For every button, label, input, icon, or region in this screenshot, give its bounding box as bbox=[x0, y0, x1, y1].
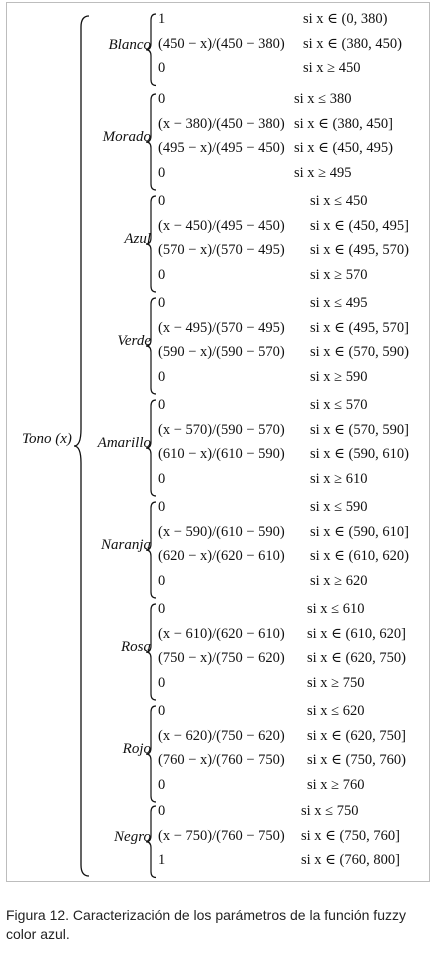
row-condition: si x ∈ (380, 450] bbox=[294, 115, 393, 132]
piecewise-row bbox=[7, 60, 434, 84]
piecewise-row bbox=[7, 36, 434, 60]
piecewise-row bbox=[7, 140, 434, 164]
piecewise-row bbox=[7, 242, 434, 266]
row-expression: 0 bbox=[158, 601, 166, 617]
piecewise-row bbox=[7, 295, 434, 319]
row-condition: si x ≤ 495 bbox=[310, 295, 368, 311]
row-condition: si x ≥ 450 bbox=[303, 60, 361, 76]
lhs-label: Tono (x) bbox=[22, 431, 72, 447]
row-condition: si x ∈ (620, 750] bbox=[307, 727, 406, 744]
row-expression: 0 bbox=[158, 470, 166, 487]
piecewise-row bbox=[7, 828, 434, 852]
row-condition: si x ∈ (380, 450) bbox=[303, 35, 402, 52]
row-expression: (x − 590)/(610 − 590) bbox=[158, 523, 285, 540]
row-expression: (495 − x)/(495 − 450) bbox=[158, 140, 285, 156]
row-expression: 0 bbox=[158, 266, 166, 283]
row-expression: (450 − x)/(450 − 380) bbox=[158, 35, 285, 52]
row-condition: si x ≤ 620 bbox=[307, 703, 365, 719]
row-expression: (590 − x)/(590 − 570) bbox=[158, 344, 285, 360]
row-expression: 0 bbox=[158, 776, 166, 793]
row-condition: si x ∈ (750, 760] bbox=[301, 827, 400, 844]
piecewise-row bbox=[7, 752, 434, 776]
row-condition: si x ≥ 590 bbox=[310, 368, 368, 385]
group-name: Rojo bbox=[122, 741, 151, 757]
row-expression: (x − 450)/(495 − 450) bbox=[158, 217, 285, 234]
row-expression: (760 − x)/(760 − 750) bbox=[158, 752, 285, 768]
row-expression: (x − 620)/(750 − 620) bbox=[158, 727, 285, 744]
piecewise-row bbox=[7, 675, 434, 699]
row-expression: 0 bbox=[158, 193, 166, 209]
row-expression: 0 bbox=[158, 295, 166, 311]
piecewise-row bbox=[7, 267, 434, 291]
piecewise-row bbox=[7, 11, 434, 35]
row-expression: 0 bbox=[158, 164, 166, 181]
row-expression: (750 − x)/(750 − 620) bbox=[158, 650, 285, 666]
piecewise-row bbox=[7, 650, 434, 674]
row-expression: 0 bbox=[158, 674, 166, 691]
piecewise-row bbox=[7, 218, 434, 242]
piecewise-row bbox=[7, 116, 434, 140]
group-name: Rosa bbox=[121, 639, 151, 655]
row-expression: (x − 380)/(450 − 380) bbox=[158, 115, 285, 132]
row-expression: (620 − x)/(620 − 610) bbox=[158, 548, 285, 564]
group-name: Negro bbox=[114, 828, 151, 845]
row-expression: 0 bbox=[158, 368, 166, 385]
row-condition: si x ∈ (590, 610) bbox=[310, 446, 409, 462]
row-expression: 1 bbox=[158, 852, 166, 868]
formula-figure bbox=[6, 2, 430, 882]
row-expression: (x − 750)/(760 − 750) bbox=[158, 827, 285, 844]
row-expression: (x − 495)/(570 − 495) bbox=[158, 319, 285, 336]
row-expression: 0 bbox=[158, 703, 166, 719]
piecewise-row bbox=[7, 471, 434, 495]
row-condition: si x ≥ 750 bbox=[307, 674, 365, 691]
group-name: Amarillo bbox=[97, 435, 151, 451]
group-name: Blanco bbox=[108, 36, 151, 53]
row-condition: si x ≥ 610 bbox=[310, 470, 368, 487]
row-expression: 0 bbox=[158, 803, 166, 819]
piecewise-row bbox=[7, 728, 434, 752]
piecewise-row bbox=[7, 193, 434, 217]
group-name: Naranja bbox=[100, 537, 151, 553]
piecewise-row bbox=[7, 165, 434, 189]
row-expression: 0 bbox=[158, 572, 166, 589]
row-condition: si x ∈ (760, 800] bbox=[301, 852, 400, 868]
group-name: Morado bbox=[102, 129, 151, 145]
piecewise-row bbox=[7, 803, 434, 827]
row-expression: (610 − x)/(610 − 590) bbox=[158, 446, 285, 462]
piecewise-row bbox=[7, 601, 434, 625]
row-condition: si x ∈ (570, 590) bbox=[310, 344, 409, 360]
row-condition: si x ≤ 570 bbox=[310, 397, 368, 413]
piecewise-row bbox=[7, 369, 434, 393]
piecewise-row bbox=[7, 524, 434, 548]
row-condition: si x ≥ 570 bbox=[310, 266, 368, 283]
row-condition: si x ≥ 760 bbox=[307, 776, 365, 793]
row-expression: 0 bbox=[158, 499, 166, 515]
row-expression: 0 bbox=[158, 91, 166, 107]
row-condition: si x ∈ (610, 620] bbox=[307, 625, 406, 642]
row-condition: si x ∈ (0, 380) bbox=[303, 11, 388, 27]
piecewise-row bbox=[7, 626, 434, 650]
piecewise-row bbox=[7, 91, 434, 115]
row-expression: 0 bbox=[158, 60, 166, 76]
row-condition: si x ∈ (495, 570] bbox=[310, 319, 409, 336]
piecewise-row bbox=[7, 573, 434, 597]
row-condition: si x ≥ 620 bbox=[310, 572, 368, 589]
row-condition: si x ∈ (450, 495] bbox=[310, 217, 409, 234]
row-condition: si x ≤ 750 bbox=[301, 803, 359, 819]
row-condition: si x ∈ (570, 590] bbox=[310, 421, 409, 438]
row-expression: 0 bbox=[158, 397, 166, 413]
row-condition: si x ∈ (450, 495) bbox=[294, 140, 393, 156]
row-condition: si x ∈ (610, 620) bbox=[310, 548, 409, 564]
piecewise-row bbox=[7, 446, 434, 470]
piecewise-row bbox=[7, 703, 434, 727]
piecewise-row bbox=[7, 548, 434, 572]
row-expression: (x − 610)/(620 − 610) bbox=[158, 625, 285, 642]
piecewise-row bbox=[7, 499, 434, 523]
row-condition: si x ≤ 450 bbox=[310, 193, 368, 209]
figure-caption: Figura 12. Caracterización de los parámetros de la función fuzzy color azul. bbox=[6, 907, 406, 942]
row-condition: si x ≤ 610 bbox=[307, 601, 365, 617]
piecewise-row bbox=[7, 320, 434, 344]
row-condition: si x ∈ (495, 570) bbox=[310, 242, 409, 258]
row-condition: si x ≤ 590 bbox=[310, 499, 368, 515]
row-condition: si x ∈ (620, 750) bbox=[307, 650, 406, 666]
row-expression: 1 bbox=[158, 11, 166, 27]
row-expression: (x − 570)/(590 − 570) bbox=[158, 421, 285, 438]
row-condition: si x ≥ 495 bbox=[294, 164, 352, 181]
group-name: Verde bbox=[117, 333, 151, 349]
piecewise-row bbox=[7, 397, 434, 421]
row-expression: (570 − x)/(570 − 495) bbox=[158, 242, 285, 258]
piecewise-row bbox=[7, 852, 434, 876]
row-condition: si x ≤ 380 bbox=[294, 91, 352, 107]
group-name: Azul bbox=[124, 231, 151, 247]
piecewise-row bbox=[7, 777, 434, 801]
row-condition: si x ∈ (590, 610] bbox=[310, 523, 409, 540]
row-condition: si x ∈ (750, 760) bbox=[307, 752, 406, 768]
piecewise-row bbox=[7, 344, 434, 368]
piecewise-row bbox=[7, 422, 434, 446]
